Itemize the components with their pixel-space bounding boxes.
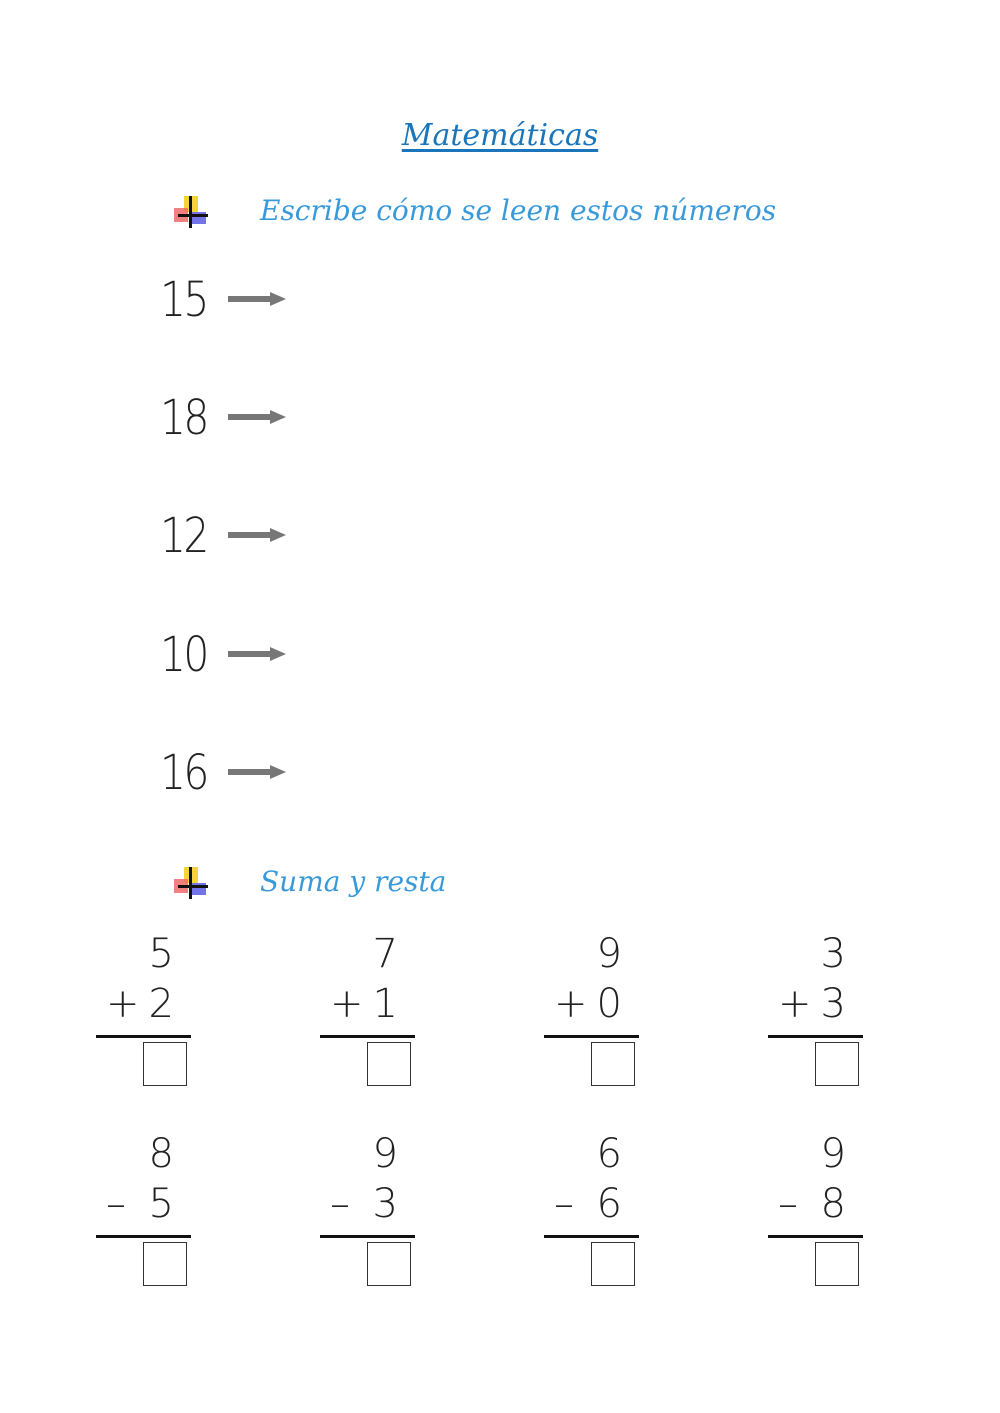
number-word-input[interactable] bbox=[310, 280, 834, 322]
addition-problem bbox=[544, 932, 640, 1092]
result-line bbox=[544, 1235, 639, 1238]
operator-sign: – bbox=[778, 1181, 798, 1227]
number-row bbox=[160, 625, 860, 685]
answer-box[interactable] bbox=[367, 1042, 411, 1086]
number-row bbox=[160, 506, 860, 566]
bottom-operand: 6 bbox=[596, 1181, 622, 1227]
number-word-input[interactable] bbox=[310, 516, 834, 558]
answer-box[interactable] bbox=[591, 1042, 635, 1086]
page-title: Matemáticas bbox=[401, 118, 599, 153]
number-row bbox=[160, 270, 860, 330]
arrow-right-icon bbox=[228, 647, 286, 661]
number-word-input[interactable] bbox=[310, 635, 834, 677]
number-row bbox=[160, 388, 860, 448]
answer-box[interactable] bbox=[815, 1242, 859, 1286]
bottom-operand: 1 bbox=[372, 981, 398, 1027]
number-word-input[interactable] bbox=[310, 398, 834, 440]
top-operand: 9 bbox=[596, 931, 622, 977]
result-line bbox=[320, 1035, 415, 1038]
arrow-right-icon bbox=[228, 410, 286, 424]
operator-sign: + bbox=[330, 981, 364, 1027]
bottom-operand: 5 bbox=[148, 1181, 174, 1227]
addition-problem bbox=[768, 932, 864, 1092]
operator-sign: – bbox=[330, 1181, 350, 1227]
bottom-operand: 2 bbox=[148, 981, 174, 1027]
answer-box[interactable] bbox=[367, 1242, 411, 1286]
section-heading: Escribe cómo se leen estos números bbox=[260, 194, 777, 227]
addition-problem bbox=[96, 932, 192, 1092]
addition-problem bbox=[320, 932, 416, 1092]
operator-sign: – bbox=[554, 1181, 574, 1227]
section-heading: Suma y resta bbox=[260, 865, 447, 898]
arrow-right-icon bbox=[228, 528, 286, 542]
answer-box[interactable] bbox=[143, 1242, 187, 1286]
top-operand: 7 bbox=[372, 931, 398, 977]
answer-box[interactable] bbox=[143, 1042, 187, 1086]
subtraction-problem bbox=[320, 1132, 416, 1292]
result-line bbox=[96, 1235, 191, 1238]
number: 12 bbox=[160, 508, 207, 564]
arrow-right-icon bbox=[228, 765, 286, 779]
top-operand: 9 bbox=[820, 1131, 846, 1177]
bottom-operand: 3 bbox=[820, 981, 846, 1027]
bottom-operand: 8 bbox=[820, 1181, 846, 1227]
operator-sign: – bbox=[106, 1181, 126, 1227]
answer-box[interactable] bbox=[591, 1242, 635, 1286]
top-operand: 9 bbox=[372, 1131, 398, 1177]
result-line bbox=[96, 1035, 191, 1038]
operator-sign: + bbox=[106, 981, 140, 1027]
top-operand: 3 bbox=[820, 931, 846, 977]
result-line bbox=[768, 1035, 863, 1038]
bullet-plus-icon bbox=[172, 867, 208, 899]
bottom-operand: 3 bbox=[372, 1181, 398, 1227]
subtraction-problem bbox=[544, 1132, 640, 1292]
number: 15 bbox=[160, 272, 207, 328]
number-row bbox=[160, 743, 860, 803]
result-line bbox=[320, 1235, 415, 1238]
bullet-plus-icon bbox=[172, 196, 208, 228]
result-line bbox=[768, 1235, 863, 1238]
operator-sign: + bbox=[778, 981, 812, 1027]
number: 16 bbox=[160, 745, 207, 801]
answer-box[interactable] bbox=[815, 1042, 859, 1086]
operator-sign: + bbox=[554, 981, 588, 1027]
top-operand: 5 bbox=[148, 931, 174, 977]
arrow-right-icon bbox=[228, 292, 286, 306]
subtraction-problem bbox=[768, 1132, 864, 1292]
top-operand: 6 bbox=[596, 1131, 622, 1177]
number: 18 bbox=[160, 390, 207, 446]
result-line bbox=[544, 1035, 639, 1038]
subtraction-problem bbox=[96, 1132, 192, 1292]
top-operand: 8 bbox=[148, 1131, 174, 1177]
number: 10 bbox=[160, 627, 207, 683]
number-word-input[interactable] bbox=[310, 753, 834, 795]
bottom-operand: 0 bbox=[596, 981, 622, 1027]
